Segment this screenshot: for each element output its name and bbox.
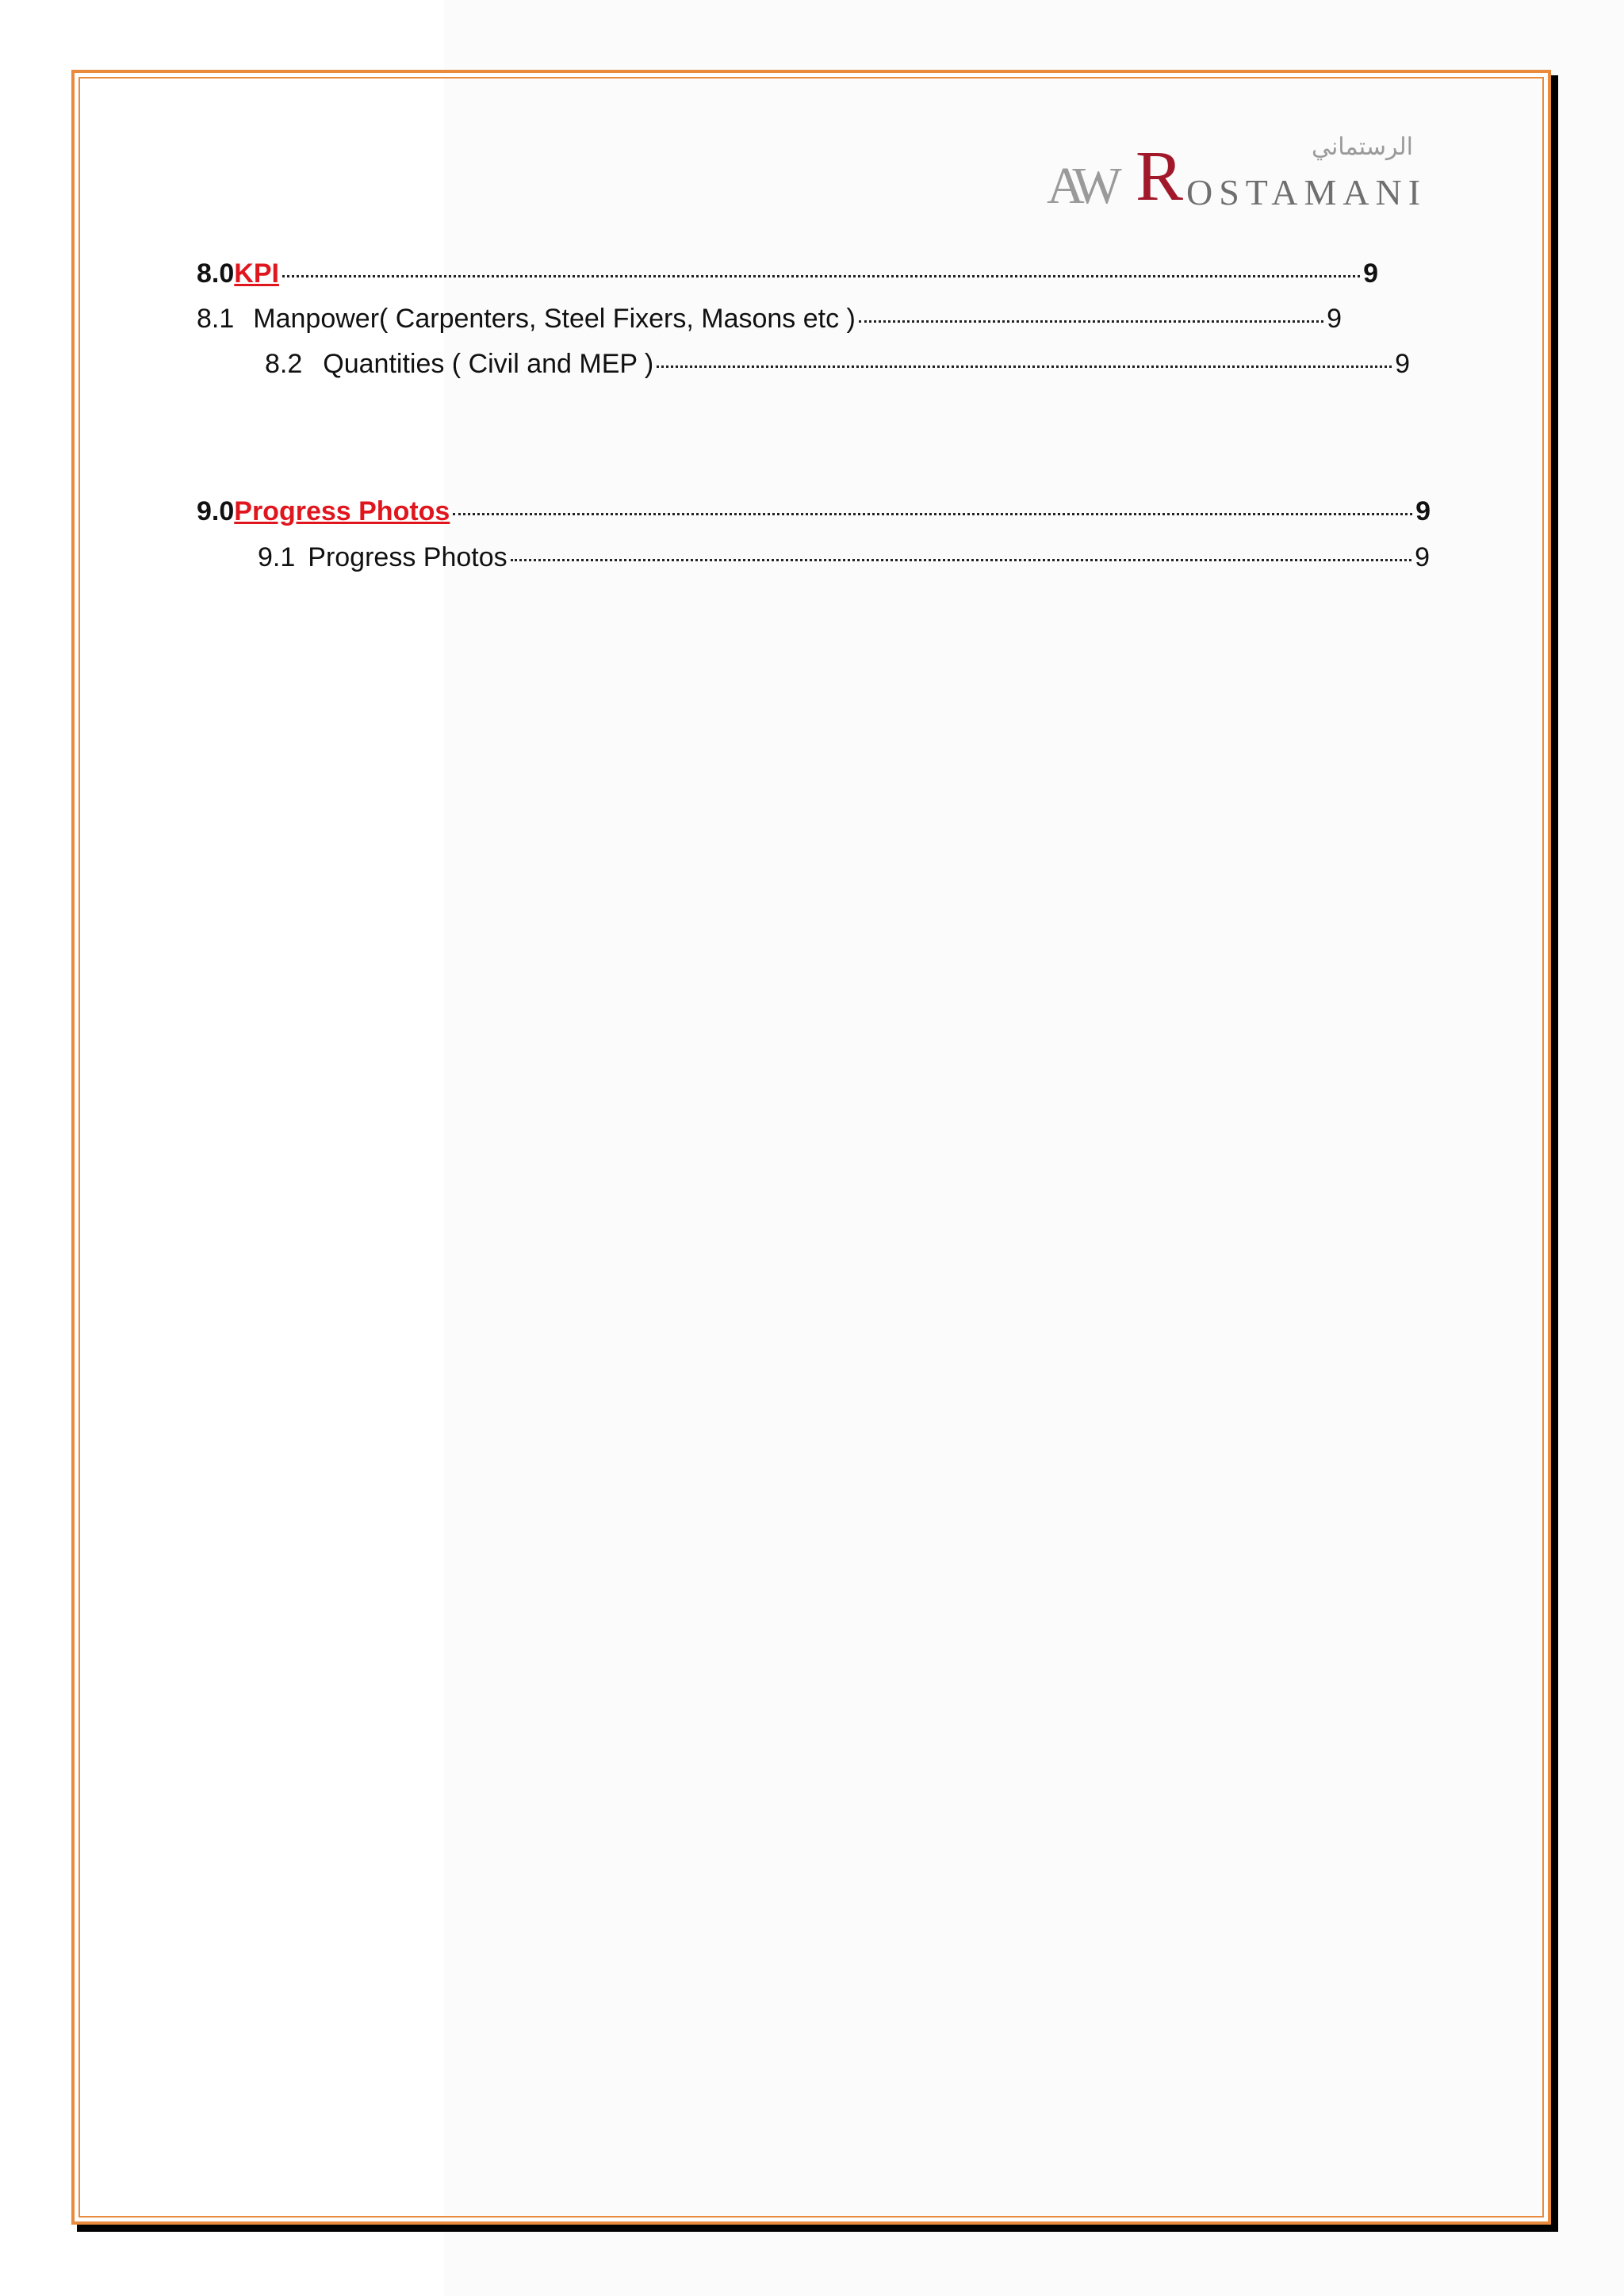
toc-page-number: 9	[1327, 304, 1342, 334]
toc-entry-9-0[interactable]	[197, 496, 1431, 527]
toc-number: 8.2	[265, 349, 303, 379]
dot-leader	[453, 513, 1412, 515]
toc-number: 8.0	[197, 258, 235, 289]
toc-title: Quantities ( Civil and MEP )	[323, 349, 654, 379]
toc-title: Progress Photos	[308, 542, 508, 572]
toc-page-number: 9	[1415, 542, 1430, 572]
dot-leader	[511, 559, 1411, 561]
dot-leader	[657, 365, 1392, 368]
dot-leader	[282, 275, 1360, 277]
dot-leader	[859, 320, 1323, 323]
toc-entry-8-1[interactable]	[197, 304, 1342, 335]
logo-arabic-text: الرستماني	[1311, 133, 1413, 161]
toc-page-number: 9	[1395, 349, 1410, 379]
logo-aw-letters: AW	[1047, 157, 1114, 215]
toc-link-kpi[interactable]: KPI	[234, 258, 279, 289]
logo-word: OSTAMANI	[1186, 172, 1427, 212]
toc-page-number: 9	[1363, 258, 1378, 289]
toc-entry-8-0[interactable]	[197, 258, 1378, 289]
toc-entry-9-1[interactable]	[258, 542, 1430, 573]
toc-number: 9.1	[258, 542, 296, 572]
toc-number: 8.1	[197, 304, 235, 334]
page-frame	[71, 70, 1551, 2225]
logo-r-letter: R	[1136, 137, 1184, 216]
toc-number: 9.0	[197, 496, 235, 526]
toc-title: Manpower( Carpenters, Steel Fixers, Masons etc )	[253, 304, 856, 334]
logo-latin	[1047, 137, 1427, 216]
company-logo	[1047, 133, 1427, 220]
toc-link-progress-photos[interactable]: Progress Photos	[234, 496, 450, 526]
toc-entry-8-2[interactable]	[265, 349, 1410, 380]
toc-page-number: 9	[1415, 496, 1431, 526]
